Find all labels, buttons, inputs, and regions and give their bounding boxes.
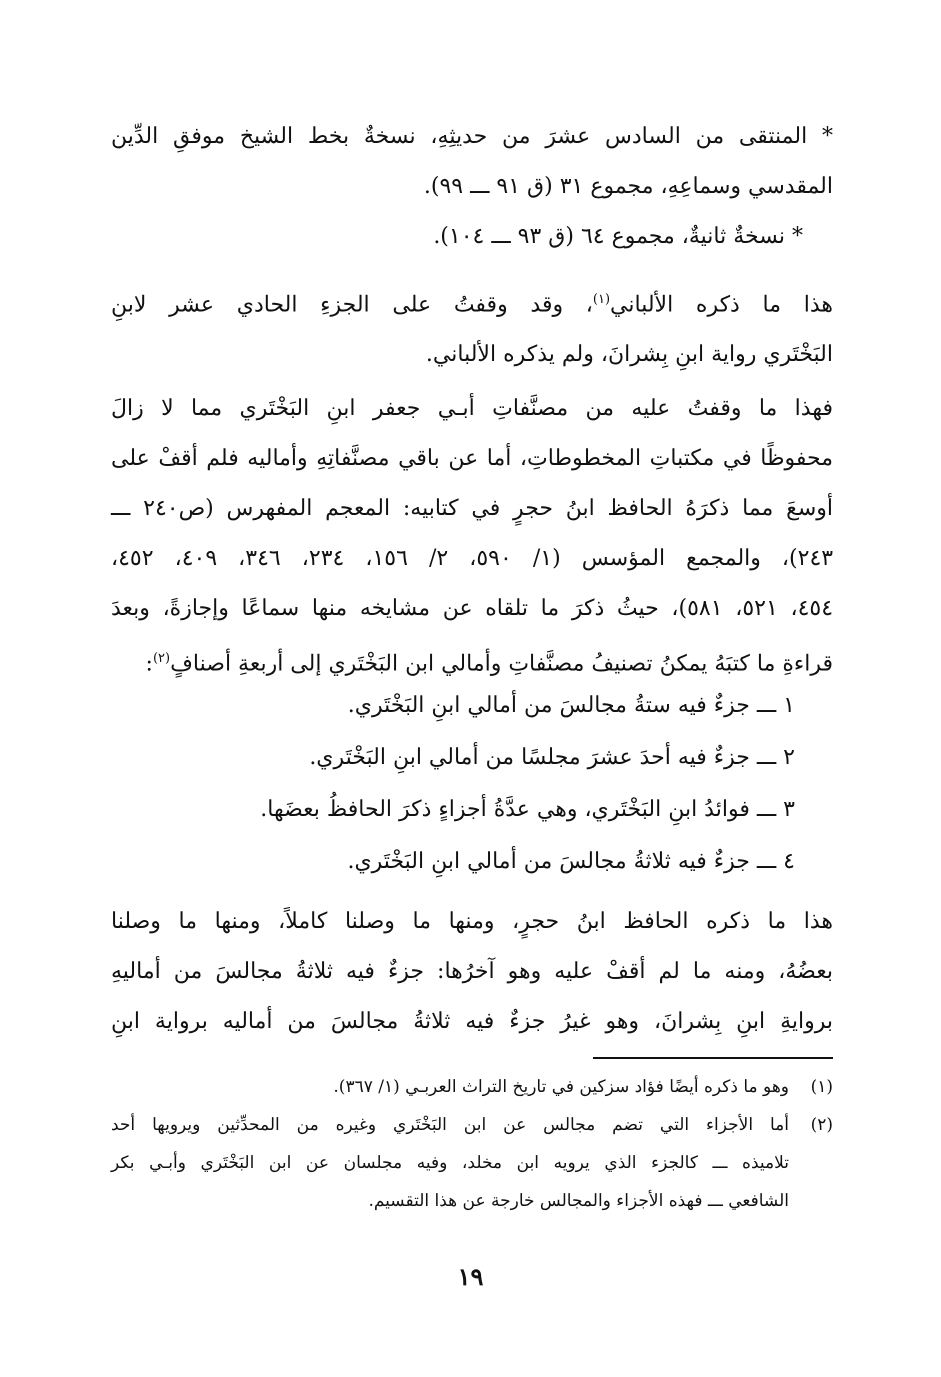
footnote-line: الشافعي ـــ فهذه الأجزاء والمجالس خارجة عن هذا التقسيم.	[368, 1191, 789, 1211]
footnote-text-block	[111, 1106, 789, 1220]
paragraph	[111, 384, 833, 689]
list-item: ٣ ـــ فوائدُ ابنِ البَخْتَري، وهي عدَّةُ أجزاءٍ ذكرَ الحافظُ بعضَها.	[260, 797, 795, 822]
footnotes	[111, 1068, 833, 1220]
paragraph	[111, 897, 833, 1047]
numbered-list	[111, 680, 833, 888]
paragraph-line	[111, 275, 833, 330]
paragraph	[111, 275, 833, 380]
list-item: ٤ ـــ جزءٌ فيه ثلاثةُ مجالسَ من أمالي ابنِ البَخْتَري.	[347, 849, 795, 874]
footnote-separator	[593, 1057, 833, 1059]
text-run: ، وقد وقفتُ على الجزءِ الحادي عشر لابنِ	[111, 292, 593, 318]
footnote-ref[interactable]: (١)	[592, 292, 611, 307]
paragraph-line: محفوظًا في مكتباتِ المخطوطاتِ، أما عن باقي مصنَّفاتِهِ وأماليه فلم أقفْ على	[111, 446, 833, 471]
paragraph-line: فهذا ما وقفتُ عليه من مصنَّفاتِ أبـي جعفر ابنِ البَخْتَري مما لا زالَ	[111, 396, 833, 421]
paragraph-line: بعضُهُ، ومنه ما لم أقفْ عليه وهو آخرُها: جزءٌ فيه ثلاثةُ مجالسَ من أماليهِ	[111, 959, 833, 984]
footnote-text: وهو ما ذكره أيضًا فؤاد سزكين في تاريخ التراث العربـي (١/ ٣٦٧).	[333, 1077, 789, 1097]
list-item: ١ ـــ جزءٌ فيه ستةُ مجالسَ من أمالي ابنِ البَخْتَري.	[347, 693, 795, 718]
paragraph-line: ٤٥٤، ٥٢١، ٥٨١)، حيثُ ذكرَ ما تلقاه عن مشايخه منها سماعًا وإجازةً، وبعدَ	[111, 596, 834, 621]
footnote-line: تلاميذه ـــ كالجزء الذي يرويه ابن مخلد، وفيه مجلسان عن ابن البَخْتَري وأبـي بكر	[111, 1153, 789, 1173]
paragraph-line: البَخْتَري رواية ابنِ بِشرانَ، ولم يذكره الألباني.	[425, 342, 833, 368]
manuscript-entry-line: المقدسي وسماعِهِ، مجموع ٣١ (ق ٩١ ـــ ٩٩).	[423, 174, 833, 199]
text-run: هذا ما ذكره الألباني	[610, 292, 834, 318]
footnote-number: (٢)	[810, 1115, 833, 1135]
footnote-1	[111, 1068, 833, 1106]
text-run: :	[145, 651, 153, 677]
footnote-2	[111, 1106, 833, 1220]
paragraph-line: بروايةِ ابنِ بِشرانَ، وهو غيرُ جزءٌ فيه ثلاثةُ مجالسَ من أماليه برواية ابنِ	[111, 1009, 833, 1034]
list-item: ٢ ـــ جزءٌ فيه أحدَ عشرَ مجلسًا من أمالي ابنِ البَخْتَري.	[309, 745, 795, 770]
manuscript-list	[111, 112, 833, 262]
page-number: ١٩	[457, 1262, 484, 1291]
paragraph-line: أوسعَ مما ذكرَهُ الحافظ ابنُ حجرٍ في كتابيه: المعجم المفهرس (ص٢٤٠ ـــ	[111, 496, 833, 521]
footnote-ref[interactable]: (٢)	[152, 651, 171, 666]
paragraph-line: ٢٤٣)، والمجمع المؤسس (١/ ٥٩٠، ٢/ ١٥٦، ٢٣٤، ٣٤٦، ٤٠٩، ٤٥٢،	[111, 546, 834, 571]
text-run: قراءةِ ما كتبَهُ يمكنُ تصنيفُ مصنَّفاتِ وأمالي ابن البَخْتَري إلى أربعةِ أصنافٍ	[170, 651, 833, 677]
manuscript-entry-line: * نسخةٌ ثانيةٌ، مجموع ٦٤ (ق ٩٣ ـــ ١٠٤).	[433, 224, 803, 249]
paragraph-line: هذا ما ذكره الحافظ ابنُ حجرٍ، ومنها ما وصلنا كاملاً، ومنها ما وصلنا	[111, 909, 833, 934]
footnote-line: أما الأجزاء التي تضم مجالس عن ابن البَخْتَري وغيره من المحدِّثين ويرويها أحد	[111, 1115, 789, 1135]
manuscript-entry-line: * المنتقى من السادس عشرَ من حديثِهِ، نسخةٌ بخط الشيخ موفقِ الدِّين	[111, 124, 833, 149]
footnote-number: (١)	[810, 1077, 833, 1097]
